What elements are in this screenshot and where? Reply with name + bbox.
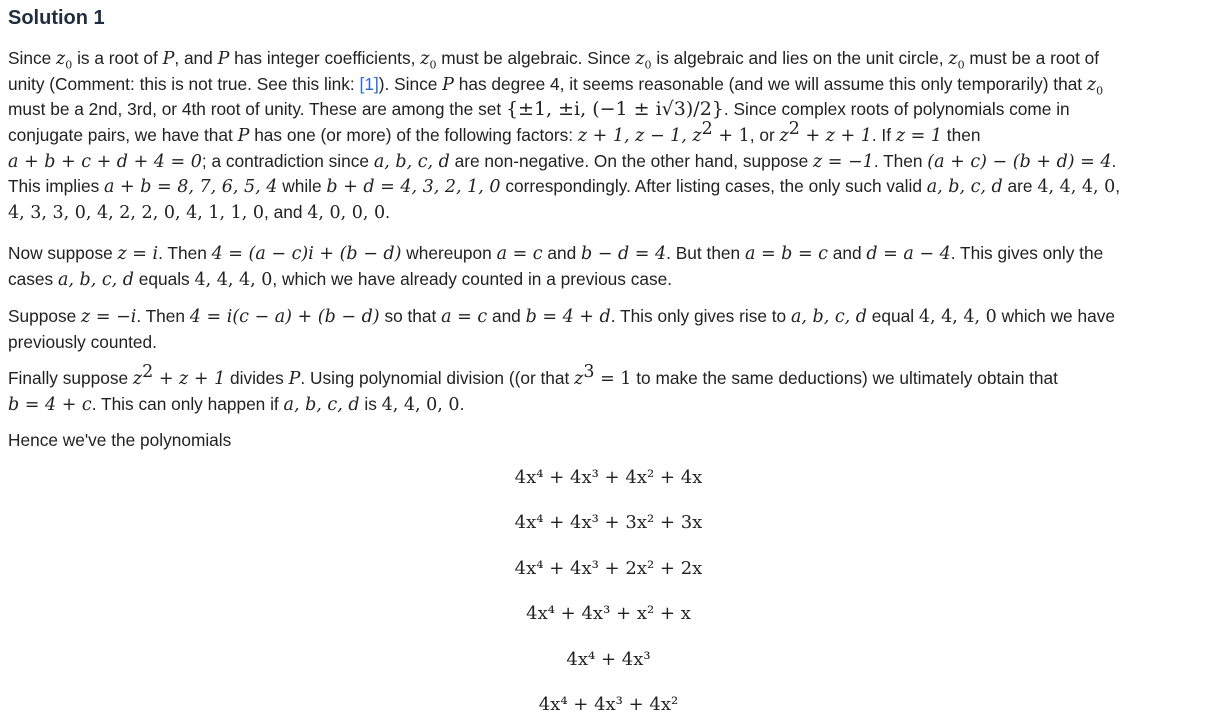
paragraph-5: Hence we've the polynomials (8, 430, 232, 450)
paragraph-3: Suppose z = −i. Then 4 = i(c − a) + (b − d) so that a = c and b = 4 + d. This only gives rise to a, b, c, d equal 4, 4, 4, 0 which we have previously counted. (8, 306, 1115, 352)
paragraph-2: Now suppose z = i. Then 4 = (a − c)i + (b − d) whereupon a = c and b − d = 4. But then a = b = c and d = a − 4. This gives only the cases a, b, c, d equals 4, 4, 4, 0, which we have already counted in a previous case. (8, 243, 1104, 290)
p1-line-6: This implies a + b = 8, 7, 6, 5, 4 while b + d = 4, 3, 2, 1, 0 correspondingly. After listing cases, the only such valid a, b, c, d are 4, 4, 4, 0, (8, 176, 1121, 198)
solution-heading: Solution 1 (8, 7, 105, 29)
p1-line-4: conjugate pairs, we have that P has one (or more) of the following factors: z + 1, z − 1, $z^2 + 1$, or $z^2 + z + 1$. If z = 1 then (8, 119, 981, 147)
polynomial-4: 4x⁴ + 4x³ + x² + x (526, 603, 691, 624)
p1-line-7: 4, 3, 3, 0, 4, 2, 2, 0, 4, 1, 1, 0, and 4, 0, 0, 0. (8, 202, 390, 224)
polynomial-2: 4x⁴ + 4x³ + 3x² + 3x (514, 512, 703, 533)
p1-line-3: must be a 2nd, 3rd, or 4th root of unity. These are among the set {±1, ±i, (−1 ± i√3)/2}. Since complex roots of polynomials come in (8, 98, 1070, 121)
reference-link-1[interactable]: [1] (359, 73, 379, 94)
polynomial-6: 4x⁴ + 4x³ + 4x² (538, 694, 679, 715)
polynomial-3: 4x⁴ + 4x³ + 2x² + 2x (514, 558, 703, 579)
paragraph-4: Finally suppose $z^2 + z + 1$ divides P. Using polynomial division ((or that $z^3 = 1$ to make the same deductions) we ultimately obtain that b = 4 + c. This can only happen if a, b, c, d is 4, 4, 0, 0. (8, 362, 1058, 415)
polynomial-5: 4x⁴ + 4x³ (566, 649, 651, 670)
paragraph-1 (8, 46, 1213, 226)
polynomial-1: 4x⁴ + 4x³ + 4x² + 4x (514, 467, 703, 488)
p1-line-1: Since $z_0$ is a root of P, and P has integer coefficients, $z_0$ must be algebraic. Since $z_0$ is algebraic and lies on the unit circle, $z_0$ must be a root of (8, 48, 1100, 72)
p1-line-2: unity (Comment: this is not true. See this link: [1]). Since P has degree 4, it seems reasonable (and we will assume this only temporarily) that $z_0$ (8, 73, 1104, 98)
p1-line-5: a + b + c + d + 4 = 0; a contradiction since a, b, c, d are non-negative. On the other hand, suppose z = −1. Then (a + c) − (b + d) = 4. (8, 150, 1117, 172)
